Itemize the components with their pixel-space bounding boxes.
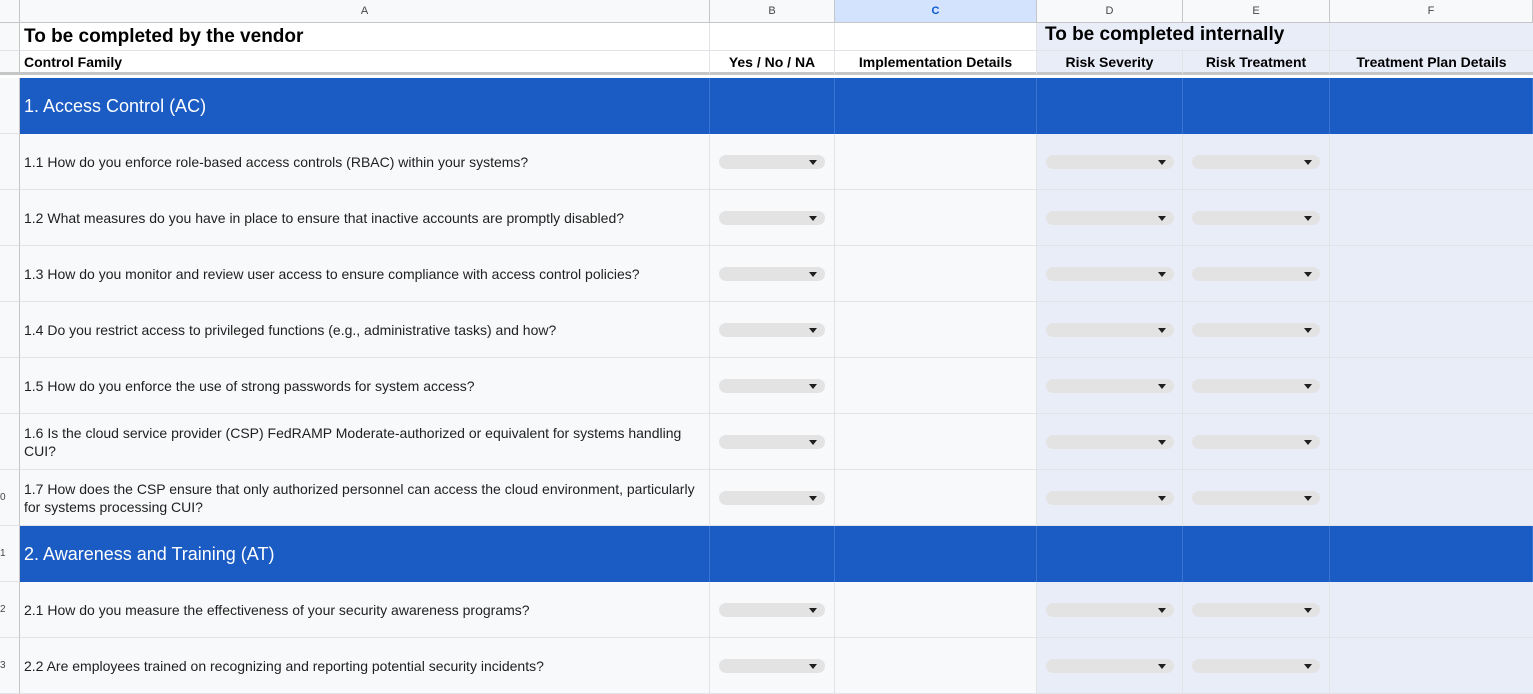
- dropdown-arrow-icon: [1158, 328, 1166, 333]
- internal-title: To be completed internally: [1045, 24, 1285, 45]
- yes-no-na-cell[interactable]: [710, 358, 835, 414]
- row-number[interactable]: 1: [0, 526, 20, 582]
- yes-no-na-header[interactable]: Yes / No / NA: [710, 51, 835, 75]
- risk-treatment-cell[interactable]: [1183, 414, 1330, 470]
- yes-no-na-cell[interactable]: [710, 414, 835, 470]
- risk-treatment-dropdown[interactable]: [1192, 435, 1320, 449]
- yes-no-na-cell[interactable]: [710, 638, 835, 694]
- dropdown-arrow-icon: [1158, 664, 1166, 669]
- risk-treatment-dropdown[interactable]: [1192, 659, 1320, 673]
- dropdown-arrow-icon: [809, 160, 817, 165]
- dropdown-arrow-icon: [1304, 496, 1312, 501]
- risk-treatment-cell[interactable]: [1183, 582, 1330, 638]
- risk-severity-cell[interactable]: [1037, 302, 1183, 358]
- yes-no-na-cell[interactable]: [710, 134, 835, 190]
- row-number[interactable]: 3: [0, 638, 20, 694]
- dropdown-arrow-icon: [1158, 160, 1166, 165]
- risk-treatment-cell[interactable]: [1183, 470, 1330, 526]
- yes-no-na-dropdown[interactable]: [719, 267, 825, 281]
- row-number[interactable]: 2: [0, 582, 20, 638]
- dropdown-arrow-icon: [1158, 608, 1166, 613]
- risk-severity-cell[interactable]: [1037, 190, 1183, 246]
- question-row: [0, 358, 1533, 414]
- dropdown-arrow-icon: [1304, 160, 1312, 165]
- row-number[interactable]: [0, 190, 20, 246]
- label-row: [0, 51, 1533, 75]
- row-number[interactable]: [0, 414, 20, 470]
- risk-severity-cell[interactable]: [1037, 358, 1183, 414]
- implementation-details-cell[interactable]: [835, 414, 1037, 470]
- section-row: [0, 78, 1533, 134]
- risk-treatment-cell[interactable]: [1183, 134, 1330, 190]
- risk-treatment-cell[interactable]: [1183, 638, 1330, 694]
- risk-treatment-dropdown[interactable]: [1192, 155, 1320, 169]
- risk-treatment-header[interactable]: Risk Treatment: [1183, 51, 1330, 75]
- risk-severity-cell[interactable]: [1037, 134, 1183, 190]
- implementation-details-cell[interactable]: [835, 582, 1037, 638]
- yes-no-na-cell[interactable]: [710, 190, 835, 246]
- dropdown-arrow-icon: [1304, 384, 1312, 389]
- risk-severity-dropdown[interactable]: [1046, 323, 1174, 337]
- treatment-plan-details-cell[interactable]: [1330, 638, 1533, 694]
- treatment-plan-details-cell[interactable]: [1330, 470, 1533, 526]
- dropdown-arrow-icon: [1304, 272, 1312, 277]
- column-header-c[interactable]: C: [835, 0, 1037, 23]
- cell[interactable]: [1037, 526, 1183, 582]
- risk-severity-dropdown[interactable]: [1046, 267, 1174, 281]
- risk-severity-dropdown[interactable]: [1046, 211, 1174, 225]
- treatment-plan-details-cell[interactable]: [1330, 190, 1533, 246]
- vendor-title-cell[interactable]: To be completed by the vendor: [20, 23, 710, 51]
- column-header-b[interactable]: B: [710, 0, 835, 23]
- risk-severity-cell[interactable]: [1037, 582, 1183, 638]
- question-text[interactable]: 1.2 What measures do you have in place to ensure that inactive accounts are promptly disabled?: [20, 190, 710, 246]
- row-number[interactable]: [0, 134, 20, 190]
- implementation-details-cell[interactable]: [835, 302, 1037, 358]
- yes-no-na-dropdown[interactable]: [719, 155, 825, 169]
- treatment-plan-details-cell[interactable]: [1330, 582, 1533, 638]
- question-text[interactable]: 1.3 How do you monitor and review user access to ensure compliance with access control policies?: [20, 246, 710, 302]
- cell[interactable]: [835, 526, 1037, 582]
- dropdown-arrow-icon: [1158, 496, 1166, 501]
- dropdown-arrow-icon: [809, 496, 817, 501]
- yes-no-na-dropdown[interactable]: [719, 491, 825, 505]
- question-row: [0, 302, 1533, 358]
- cell[interactable]: [835, 23, 1037, 51]
- treatment-plan-details-cell[interactable]: [1330, 358, 1533, 414]
- question-text[interactable]: 1.6 Is the cloud service provider (CSP) FedRAMP Moderate-authorized or equivalent for systems handling CUI?: [20, 414, 710, 470]
- row-number[interactable]: [0, 51, 20, 75]
- implementation-details-cell[interactable]: [835, 470, 1037, 526]
- risk-severity-cell[interactable]: [1037, 414, 1183, 470]
- question-row: [0, 414, 1533, 470]
- dropdown-arrow-icon: [809, 272, 817, 277]
- dropdown-arrow-icon: [1304, 608, 1312, 613]
- column-header-f[interactable]: F: [1330, 0, 1533, 23]
- risk-treatment-cell[interactable]: [1183, 358, 1330, 414]
- question-row: [0, 638, 1533, 694]
- yes-no-na-dropdown[interactable]: [719, 323, 825, 337]
- row-number[interactable]: [0, 246, 20, 302]
- risk-treatment-cell[interactable]: [1183, 246, 1330, 302]
- title-row: [0, 23, 1533, 51]
- dropdown-arrow-icon: [1158, 216, 1166, 221]
- cell[interactable]: [1330, 526, 1533, 582]
- dropdown-arrow-icon: [1304, 328, 1312, 333]
- risk-treatment-dropdown[interactable]: [1192, 323, 1320, 337]
- risk-severity-dropdown[interactable]: [1046, 155, 1174, 169]
- yes-no-na-dropdown[interactable]: [719, 211, 825, 225]
- column-header-a[interactable]: A: [20, 0, 710, 23]
- risk-treatment-dropdown[interactable]: [1192, 491, 1320, 505]
- dropdown-arrow-icon: [1158, 272, 1166, 277]
- question-text[interactable]: 1.1 How do you enforce role-based access controls (RBAC) within your systems?: [20, 134, 710, 190]
- yes-no-na-cell[interactable]: [710, 302, 835, 358]
- dropdown-arrow-icon: [1158, 440, 1166, 445]
- question-text[interactable]: 1.5 How do you enforce the use of strong passwords for system access?: [20, 358, 710, 414]
- question-row: [0, 470, 1533, 526]
- row-number[interactable]: [0, 23, 20, 51]
- cell[interactable]: [1330, 78, 1533, 134]
- implementation-details-cell[interactable]: [835, 134, 1037, 190]
- dropdown-arrow-icon: [1304, 440, 1312, 445]
- question-text[interactable]: 2.2 Are employees trained on recognizing and reporting potential security incidents?: [20, 638, 710, 694]
- treatment-plan-details-header[interactable]: Treatment Plan Details: [1330, 51, 1533, 75]
- dropdown-arrow-icon: [809, 384, 817, 389]
- dropdown-arrow-icon: [809, 664, 817, 669]
- treatment-plan-details-cell[interactable]: [1330, 134, 1533, 190]
- cell[interactable]: [1183, 526, 1330, 582]
- risk-severity-dropdown[interactable]: [1046, 379, 1174, 393]
- section-title[interactable]: 2. Awareness and Training (AT): [20, 526, 710, 582]
- risk-treatment-cell[interactable]: [1183, 302, 1330, 358]
- dropdown-arrow-icon: [809, 608, 817, 613]
- question-text[interactable]: 1.7 How does the CSP ensure that only authorized personnel can access the cloud environment, particularly for systems processing CUI?: [20, 470, 710, 526]
- cell[interactable]: [835, 78, 1037, 134]
- treatment-plan-details-cell[interactable]: [1330, 246, 1533, 302]
- risk-severity-dropdown[interactable]: [1046, 435, 1174, 449]
- row-number[interactable]: [0, 78, 20, 134]
- dropdown-arrow-icon: [1304, 664, 1312, 669]
- risk-severity-dropdown[interactable]: [1046, 603, 1174, 617]
- implementation-details-header[interactable]: Implementation Details: [835, 51, 1037, 75]
- yes-no-na-cell[interactable]: [710, 246, 835, 302]
- implementation-details-cell[interactable]: [835, 246, 1037, 302]
- cell[interactable]: [1037, 78, 1183, 134]
- implementation-details-cell[interactable]: [835, 190, 1037, 246]
- risk-severity-header[interactable]: Risk Severity: [1037, 51, 1183, 75]
- row-number[interactable]: 0: [0, 470, 20, 526]
- yes-no-na-dropdown[interactable]: [719, 603, 825, 617]
- implementation-details-cell[interactable]: [835, 638, 1037, 694]
- risk-severity-dropdown[interactable]: [1046, 659, 1174, 673]
- yes-no-na-dropdown[interactable]: [719, 379, 825, 393]
- risk-severity-dropdown[interactable]: [1046, 491, 1174, 505]
- cell[interactable]: [710, 23, 835, 51]
- cell[interactable]: [1330, 23, 1533, 51]
- risk-severity-cell[interactable]: [1037, 470, 1183, 526]
- dropdown-arrow-icon: [1158, 384, 1166, 389]
- yes-no-na-cell[interactable]: [710, 470, 835, 526]
- question-row: [0, 190, 1533, 246]
- column-header-d[interactable]: D: [1037, 0, 1183, 23]
- implementation-details-cell[interactable]: [835, 358, 1037, 414]
- yes-no-na-dropdown[interactable]: [719, 435, 825, 449]
- risk-treatment-cell[interactable]: [1183, 190, 1330, 246]
- control-family-header[interactable]: Control Family: [20, 51, 710, 75]
- dropdown-arrow-icon: [809, 328, 817, 333]
- treatment-plan-details-cell[interactable]: [1330, 414, 1533, 470]
- section-title[interactable]: 1. Access Control (AC): [20, 78, 710, 134]
- dropdown-arrow-icon: [809, 216, 817, 221]
- row-number[interactable]: [0, 358, 20, 414]
- question-row: [0, 246, 1533, 302]
- risk-treatment-dropdown[interactable]: [1192, 211, 1320, 225]
- question-text[interactable]: 2.1 How do you measure the effectiveness of your security awareness programs?: [20, 582, 710, 638]
- cell[interactable]: [1183, 78, 1330, 134]
- risk-treatment-dropdown[interactable]: [1192, 603, 1320, 617]
- internal-title-cell[interactable]: [1037, 23, 1330, 51]
- column-header-row: [0, 0, 1533, 23]
- yes-no-na-cell[interactable]: [710, 582, 835, 638]
- question-row: [0, 582, 1533, 638]
- treatment-plan-details-cell[interactable]: [1330, 302, 1533, 358]
- question-row: [0, 134, 1533, 190]
- column-header-e[interactable]: E: [1183, 0, 1330, 23]
- dropdown-arrow-icon: [809, 440, 817, 445]
- cell[interactable]: [710, 526, 835, 582]
- risk-severity-cell[interactable]: [1037, 638, 1183, 694]
- section-row: [0, 526, 1533, 582]
- cell[interactable]: [710, 78, 835, 134]
- risk-treatment-dropdown[interactable]: [1192, 267, 1320, 281]
- question-text[interactable]: 1.4 Do you restrict access to privileged functions (e.g., administrative tasks) and how?: [20, 302, 710, 358]
- dropdown-arrow-icon: [1304, 216, 1312, 221]
- yes-no-na-dropdown[interactable]: [719, 659, 825, 673]
- risk-treatment-dropdown[interactable]: [1192, 379, 1320, 393]
- risk-severity-cell[interactable]: [1037, 246, 1183, 302]
- select-all-corner[interactable]: [0, 0, 20, 23]
- row-number[interactable]: [0, 302, 20, 358]
